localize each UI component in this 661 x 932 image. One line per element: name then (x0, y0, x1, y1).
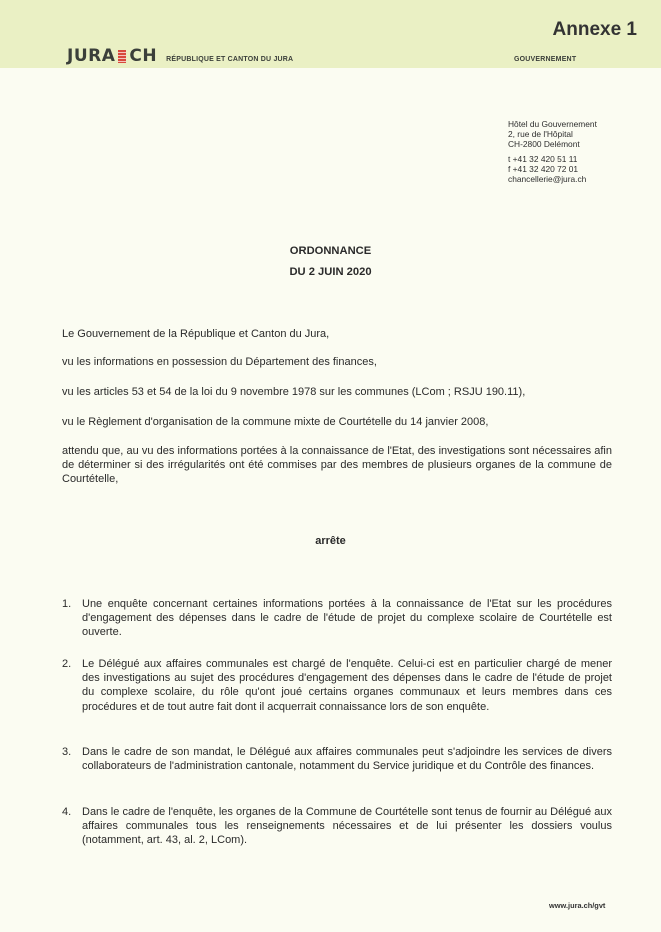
article-number: 4. (62, 806, 72, 818)
annexe-label: Annexe 1 (552, 19, 637, 40)
article-text: Dans le cadre de l'enquête, les organes de la Commune de Courtételle sont tenus de fournir au Délégué aux affaires communales tous les renseignements nécessaires et de lui présenter les dossiers voulus (notamment, art. 43, al. 2, LCom). (82, 806, 612, 847)
address-line: 2, rue de l'Hôpital (508, 129, 573, 139)
article-4 (62, 805, 612, 848)
article-text: Le Délégué aux affaires communales est chargé de l'enquête. Celui-ci est en particulier chargé de mener des investigations au sujet des procédures d'engagement des dépenses dans le cadre de l'étude de projet du complexe scolaire, du rôle qu'ont joué certains organes communaux et leurs membres dans ces procédures et de tout autre fait dont il acquerrait connaissance lors de son enquête. (82, 658, 612, 713)
fax: f +41 32 420 72 01 (508, 164, 579, 174)
preamble-line: vu les articles 53 et 54 de la loi du 9 novembre 1978 sur les communes (LCom ; RSJU 190.11), (62, 386, 526, 398)
logo-ch-text: CH (129, 46, 158, 66)
preamble-line: vu le Règlement d'organisation de la commune mixte de Courtételle du 14 janvier 2008, (62, 416, 489, 428)
address-line: CH-2800 Delémont (508, 139, 580, 149)
article-1 (62, 597, 612, 640)
logo-jura-text: JURA (67, 46, 116, 66)
arrete-heading: arrête (315, 535, 346, 547)
address-block (508, 119, 597, 184)
preamble-line: Le Gouvernement de la République et Canton du Jura, (62, 328, 330, 340)
jura-logo (67, 47, 293, 65)
article-number: 1. (62, 598, 72, 610)
doc-title: ORDONNANCE (289, 245, 372, 257)
article-2 (62, 657, 612, 714)
article-number: 3. (62, 746, 72, 758)
footer-url-link[interactable]: www.jura.ch/gvt (549, 901, 606, 910)
email-link[interactable]: chancellerie@jura.ch (508, 174, 587, 184)
republique-label: RÉPUBLIQUE ET CANTON DU JURA (166, 56, 294, 63)
gouvernement-label: GOUVERNEMENT (514, 56, 577, 63)
article-text: Dans le cadre de son mandat, le Délégué aux affaires communales peut s'adjoindre les services de divers collaborateurs de l'administration cantonale, notamment du Service juridique et du Contrôle des finances. (82, 746, 612, 773)
preamble-line: vu les informations en possession du Département des finances, (62, 356, 377, 368)
article-text: Une enquête concernant certaines informations portées à la connaissance de l'Etat sur les procédures d'engagement des dépenses dans le cadre de l'étude de projet du complexe scolaire de Courtételle est ouverte. (82, 598, 612, 639)
article-3 (62, 745, 612, 773)
logo-flag-icon (118, 50, 126, 63)
phone: t +41 32 420 51 11 (508, 154, 578, 164)
doc-date: DU 2 JUIN 2020 (289, 266, 372, 278)
address-line: Hôtel du Gouvernement (508, 119, 597, 129)
article-number: 2. (62, 658, 72, 670)
preamble-attendu: attendu que, au vu des informations portées à la connaissance de l'Etat, des investigations sont nécessaires afin de déterminer si des irrégularités ont été commises par des membres de plusieurs organes de la commune de Courtételle, (62, 445, 612, 486)
